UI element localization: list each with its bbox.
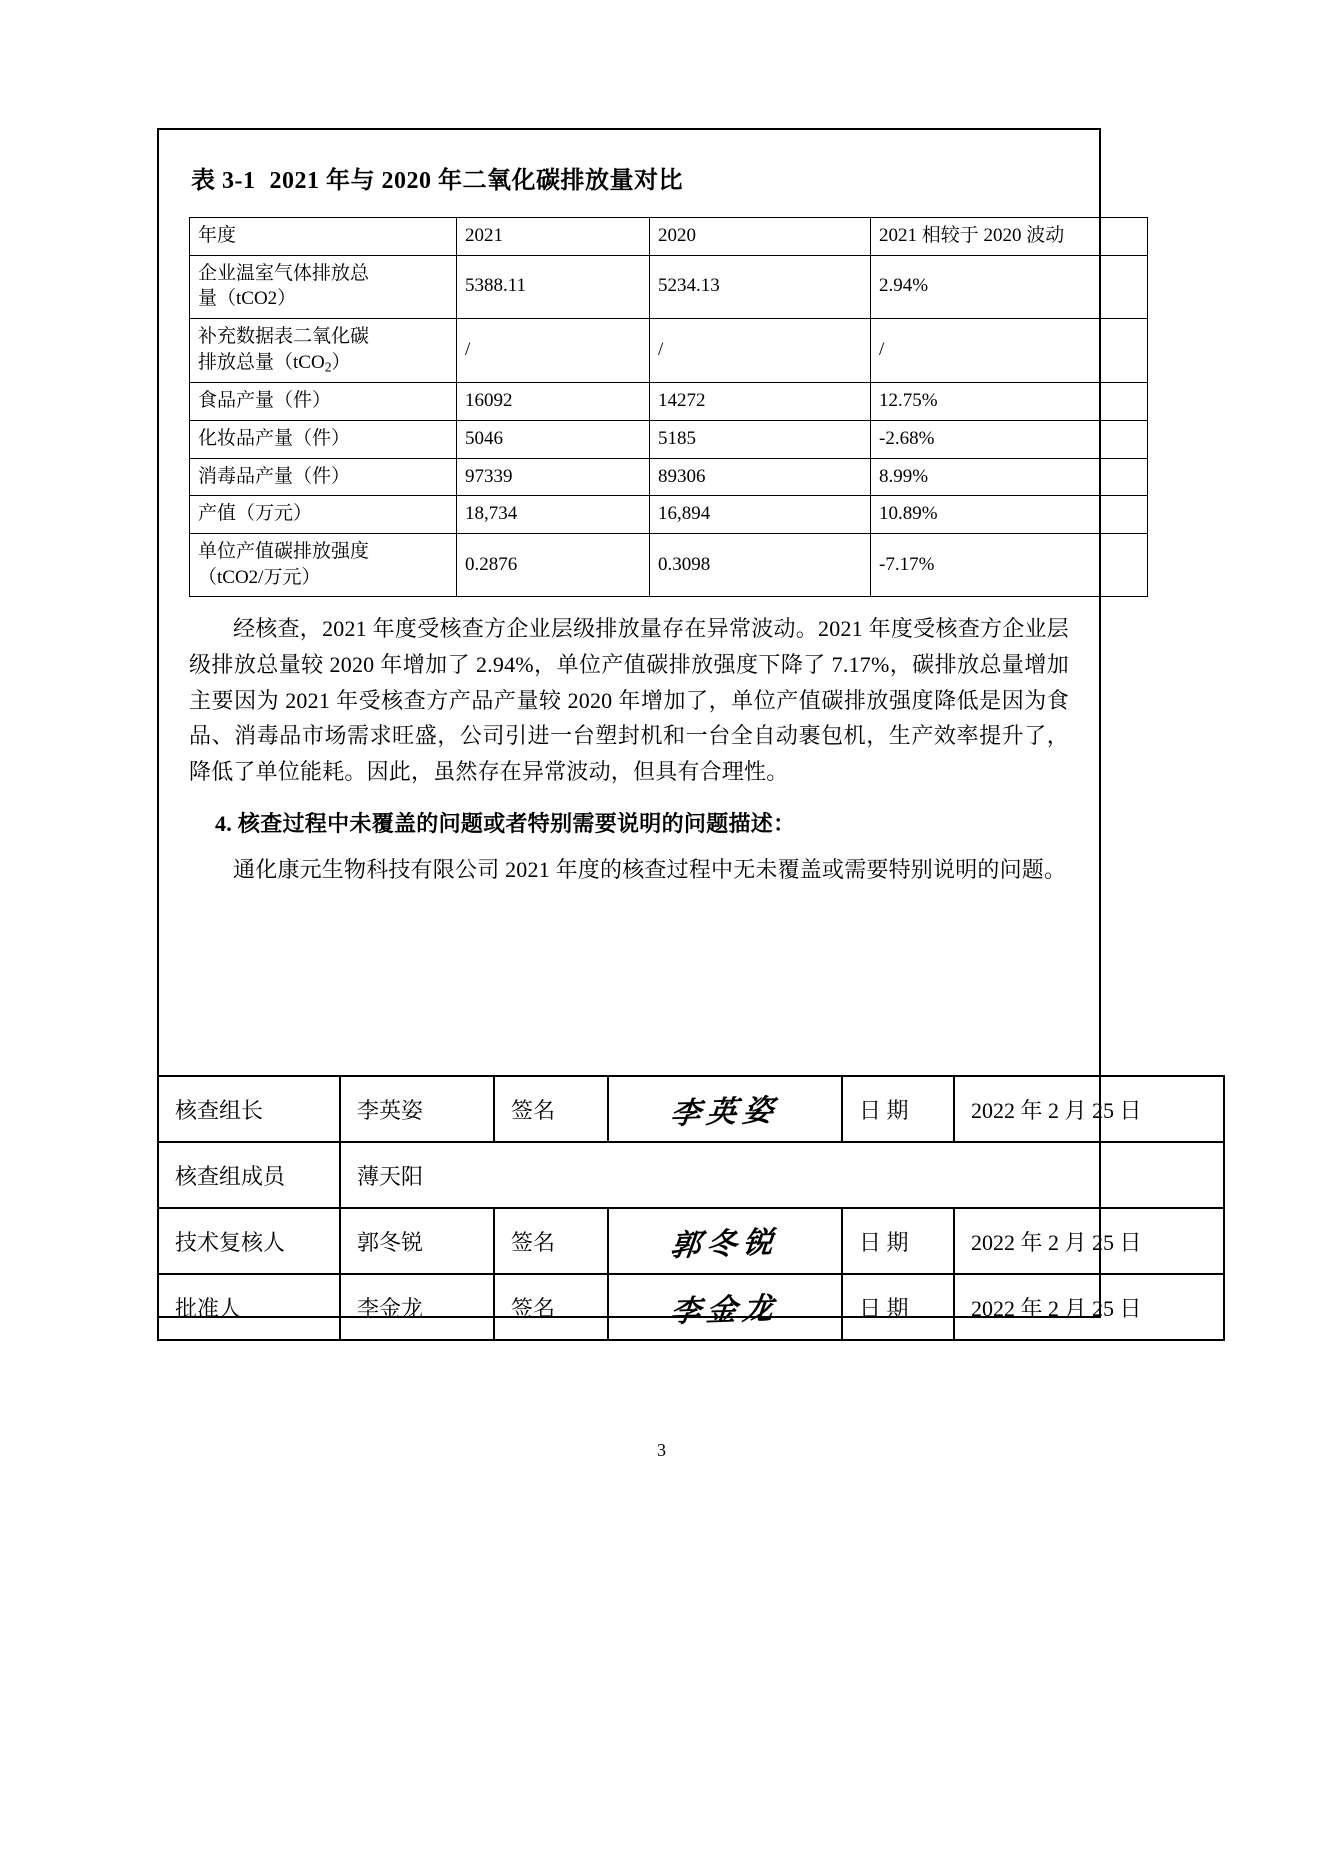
row-label-line1: 企业温室气体排放总 bbox=[198, 262, 370, 284]
cell-delta: 2.94% bbox=[871, 255, 1148, 318]
person-name: 郭冬锐 bbox=[340, 1208, 494, 1274]
table-header-row bbox=[190, 218, 1148, 256]
date-value: 2022 年 2 月 25 日 bbox=[954, 1274, 1224, 1340]
role-label: 批准人 bbox=[158, 1274, 340, 1340]
table-header-2021: 2021 bbox=[457, 218, 650, 256]
date-value: 2022 年 2 月 25 日 bbox=[954, 1208, 1224, 1274]
signature-block bbox=[157, 1075, 1142, 1341]
table-row bbox=[190, 421, 1148, 459]
cell-delta: -2.68% bbox=[871, 421, 1148, 459]
signature-label: 签名 bbox=[494, 1274, 608, 1340]
cell-2021: 5046 bbox=[457, 421, 650, 459]
verification-analysis-paragraph: 经核查，2021 年度受核查方企业层级排放量存在异常波动。2021 年度受核查方企业层级排放总量较 2020 年增加了 2.94%，单位产值碳排放强度下降了 7.17%，碳排放总量增加主要因为 2021 年受核查方产品产量较 2020 年增加了，单位产值碳排放强度降低是因为食品、消毒品市场需求旺盛，公司引进一台塑封机和一台全自动裹包机，生产效率提升了，降低了单位能耗。因此，虽然存在异常波动，但具有合理性。 bbox=[189, 616, 1069, 784]
signature-table bbox=[157, 1075, 1225, 1341]
cell-2020: 89306 bbox=[650, 458, 871, 496]
row-label-subscript: 2 bbox=[324, 358, 332, 374]
handwritten-signature: 郭冬锐 bbox=[668, 1225, 781, 1264]
cell-2021: 16092 bbox=[457, 383, 650, 421]
cell-delta: / bbox=[871, 318, 1148, 383]
row-label-line2-post: ） bbox=[331, 351, 351, 373]
signature-label: 签名 bbox=[494, 1208, 608, 1274]
table-caption-number: 表 3-1 bbox=[191, 168, 256, 194]
row-label-total-ghg bbox=[190, 255, 457, 318]
row-label-disinfectant-output: 消毒品产量（件） bbox=[190, 458, 457, 496]
row-label-supplementary-co2 bbox=[190, 318, 457, 383]
table-row bbox=[190, 458, 1148, 496]
cell-delta: -7.17% bbox=[871, 534, 1148, 597]
signature-row-technical-reviewer bbox=[158, 1208, 1224, 1274]
person-name: 李金龙 bbox=[340, 1274, 494, 1340]
person-name: 薄天阳 bbox=[340, 1142, 1224, 1208]
table-caption bbox=[191, 160, 1073, 195]
date-label: 日 期 bbox=[842, 1076, 954, 1142]
signature-row-member bbox=[158, 1142, 1224, 1208]
cell-delta: 10.89% bbox=[871, 496, 1148, 534]
section-4-paragraph: 通化康元生物科技有限公司 2021 年度的核查过程中无未覆盖或需要特别说明的问题。 bbox=[233, 857, 1067, 883]
table-row bbox=[190, 496, 1148, 534]
table-caption-text: 2021 年与 2020 年二氧化碳排放量对比 bbox=[269, 168, 683, 194]
cell-2020: 16,894 bbox=[650, 496, 871, 534]
signature-mark bbox=[608, 1076, 842, 1142]
table-row bbox=[190, 318, 1148, 383]
handwritten-signature: 李英姿 bbox=[668, 1093, 781, 1132]
role-label: 核查组成员 bbox=[158, 1142, 340, 1208]
cell-2021: / bbox=[457, 318, 650, 383]
table-header-2020: 2020 bbox=[650, 218, 871, 256]
signature-row-approver bbox=[158, 1274, 1224, 1340]
table-row bbox=[190, 534, 1148, 597]
cell-delta: 8.99% bbox=[871, 458, 1148, 496]
emissions-comparison-table bbox=[189, 217, 1148, 597]
date-label: 日 期 bbox=[842, 1208, 954, 1274]
row-label-line2: 量（tCO2） bbox=[198, 288, 297, 310]
table-header-delta: 2021 相较于 2020 波动 bbox=[871, 218, 1148, 256]
role-label: 核查组长 bbox=[158, 1076, 340, 1142]
handwritten-signature: 李金龙 bbox=[668, 1291, 781, 1330]
section-4-title: 4. 核查过程中未覆盖的问题或者特别需要说明的问题描述： bbox=[215, 811, 796, 837]
cell-2021: 18,734 bbox=[457, 496, 650, 534]
table-header-year: 年度 bbox=[190, 218, 457, 256]
row-label-carbon-intensity bbox=[190, 534, 457, 597]
signature-label: 签名 bbox=[494, 1076, 608, 1142]
cell-2020: 14272 bbox=[650, 383, 871, 421]
role-label: 技术复核人 bbox=[158, 1208, 340, 1274]
cell-2020: 0.3098 bbox=[650, 534, 871, 597]
cell-2021: 0.2876 bbox=[457, 534, 650, 597]
date-label: 日 期 bbox=[842, 1274, 954, 1340]
cell-2020: 5185 bbox=[650, 421, 871, 459]
cell-2021: 97339 bbox=[457, 458, 650, 496]
date-value: 2022 年 2 月 25 日 bbox=[954, 1076, 1224, 1142]
row-label-line2: （tCO2/万元） bbox=[198, 566, 321, 588]
table-row bbox=[190, 383, 1148, 421]
cell-2020: 5234.13 bbox=[650, 255, 871, 318]
signature-row-leader bbox=[158, 1076, 1224, 1142]
signature-mark bbox=[608, 1274, 842, 1340]
row-label-output-value: 产值（万元） bbox=[190, 496, 457, 534]
cell-2020: / bbox=[650, 318, 871, 383]
row-label-line2-pre: 排放总量（tCO bbox=[198, 351, 325, 373]
person-name: 李英姿 bbox=[340, 1076, 494, 1142]
cell-2021: 5388.11 bbox=[457, 255, 650, 318]
signature-mark bbox=[608, 1208, 842, 1274]
row-label-food-output: 食品产量（件） bbox=[190, 383, 457, 421]
cell-delta: 12.75% bbox=[871, 383, 1148, 421]
row-label-cosmetics-output: 化妆品产量（件） bbox=[190, 421, 457, 459]
page-number: 3 bbox=[657, 1440, 666, 1460]
row-label-line1: 补充数据表二氧化碳 bbox=[198, 325, 370, 347]
row-label-line2 bbox=[198, 350, 448, 377]
row-label-line1: 单位产值碳排放强度 bbox=[198, 541, 370, 562]
table-row bbox=[190, 255, 1148, 318]
